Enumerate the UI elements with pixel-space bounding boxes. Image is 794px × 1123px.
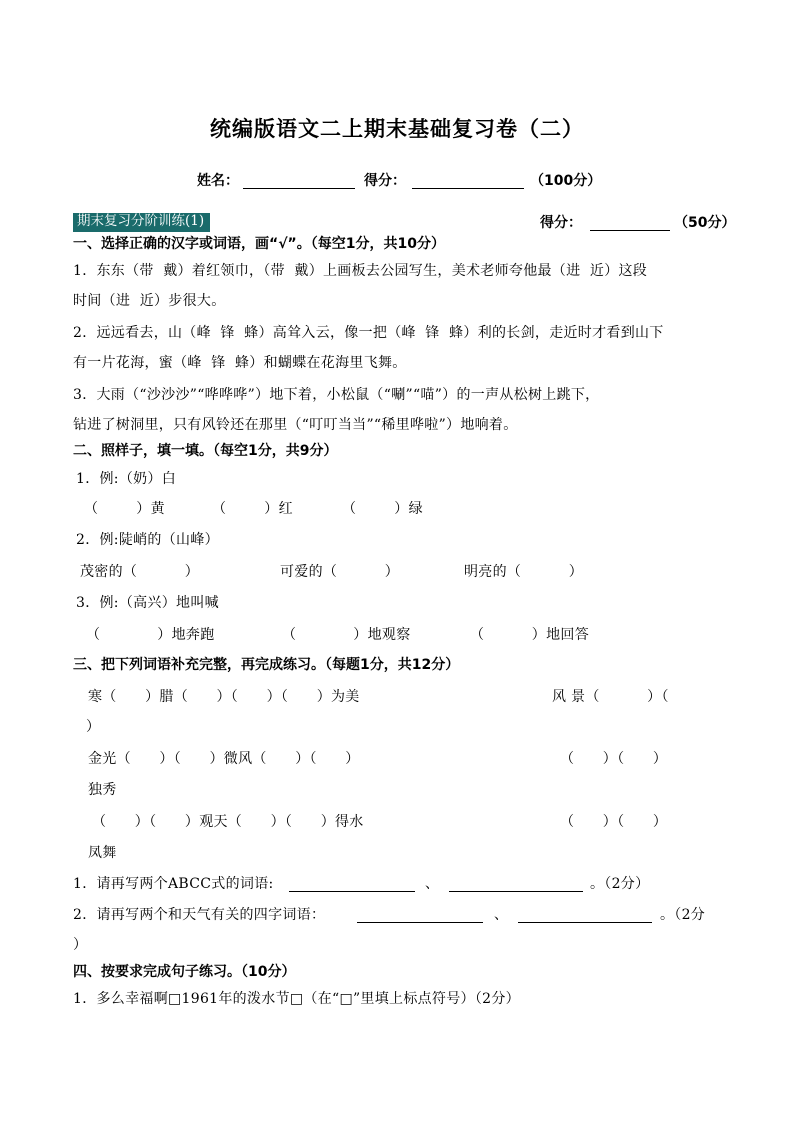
score-field[interactable] (412, 174, 524, 189)
name-label: 姓名： (197, 173, 239, 189)
q3-answer-field[interactable] (449, 877, 583, 892)
q2-blank[interactable]: （ ）地观察 (282, 627, 411, 643)
q3-points-close: ） (73, 937, 88, 953)
q3-practice-2: 2．请再写两个和天气有关的四字词语： (73, 907, 326, 923)
q3-idiom-row[interactable]: 风 景（ ）（ (552, 689, 669, 705)
q2-example: 2．例:陡峭的（山峰） (76, 532, 219, 548)
page-title: 统编版语文二上期末基础复习卷（二） (210, 117, 584, 141)
q1-line: 钻进了树洞里，只有风铃还在那里（“叮叮当当”“稀里哗啦”）地响着。 (73, 417, 518, 433)
section-score-field[interactable] (590, 216, 670, 231)
section-tag: 期末复习分阶训练(1) (73, 213, 210, 232)
q3-points: 。（2分 (660, 907, 706, 923)
section-score-label: 得分： (540, 215, 582, 231)
q1-line: 2．远远看去，山（峰 锋 蜂）高耸入云，像一把（峰 锋 蜂）利的长剑，走近时才看到山下 (73, 325, 664, 341)
q4-heading: 四、按要求完成句子练习。（10分） (73, 964, 296, 980)
q3-idiom-row[interactable]: （ ）（ ）观天（ ）（ ）得水 (92, 814, 364, 830)
q1-line: 1．东东（带 戴）着红领巾，（带 戴）上画板去公园写生，美术老师夸他最（进 近）这段 (73, 263, 648, 279)
q3-idiom-row[interactable]: 寒（ ）腊（ ）（ ）（ ）为美 (88, 689, 360, 705)
q3-practice-1: 1．请再写两个ABCC式的词语: (73, 876, 274, 892)
q3-idiom-row[interactable]: （ ）（ ） (560, 814, 668, 830)
q2-blank[interactable]: （ ）地奔跑 (86, 627, 215, 643)
q3-idiom-row[interactable]: 金光（ ）（ ）微风（ ）（ ） (88, 751, 360, 767)
q3-idiom-row[interactable]: （ ）（ ） (560, 751, 668, 767)
q2-blank[interactable]: （ ）地回答 (470, 627, 590, 643)
q3-points: 。（2分） (590, 876, 650, 892)
q2-blank[interactable]: 可爱的（ ） (280, 564, 400, 580)
q2-blank[interactable]: （ ）黄 (84, 501, 165, 517)
name-field[interactable] (243, 174, 355, 189)
q2-example: 1．例:（奶）白 (76, 471, 177, 487)
q3-answer-field[interactable] (518, 908, 652, 923)
q1-line: 3．大雨（“沙沙沙”“哗哗哗”）地下着，小松鼠（“唰”“喵”）的一声从松树上跳下， (73, 387, 600, 403)
q2-blank[interactable]: （ ）红 (212, 501, 293, 517)
q4-line: 1．多么幸福啊□1961年的泼水节□（在“□”里填上标点符号）（2分） (73, 991, 520, 1007)
q2-heading: 二、照样子，填一填。（每空1分，共9分） (73, 443, 338, 459)
q3-separator: 、 (494, 907, 509, 923)
score-label: 得分： (364, 173, 406, 189)
q3-idiom-row: ） (86, 719, 101, 735)
q2-blank[interactable]: （ ）绿 (342, 501, 423, 517)
q3-separator: 、 (425, 876, 440, 892)
q2-blank[interactable]: 明亮的（ ） (464, 564, 584, 580)
q1-line: 有一片花海，蜜（峰 锋 蜂）和蝴蝶在花海里飞舞。 (73, 355, 407, 371)
q1-heading: 一、选择正确的汉字或词语，画“√”。（每空1分，共10分） (73, 236, 445, 252)
q3-heading: 三、把下列词语补充完整，再完成练习。（每题1分，共12分） (73, 657, 460, 673)
q3-idiom-row: 独秀 (88, 782, 117, 798)
q2-blank[interactable]: 茂密的（ ） (80, 564, 200, 580)
section-score-points: （50分） (674, 215, 736, 231)
q3-answer-field[interactable] (357, 908, 483, 923)
q2-example: 3．例:（高兴）地叫喊 (76, 595, 219, 611)
q3-answer-field[interactable] (289, 877, 415, 892)
total-points: （100分） (530, 173, 602, 189)
q3-idiom-row: 凤舞 (88, 845, 117, 861)
q1-line: 时间（进 近）步很大。 (73, 293, 226, 309)
